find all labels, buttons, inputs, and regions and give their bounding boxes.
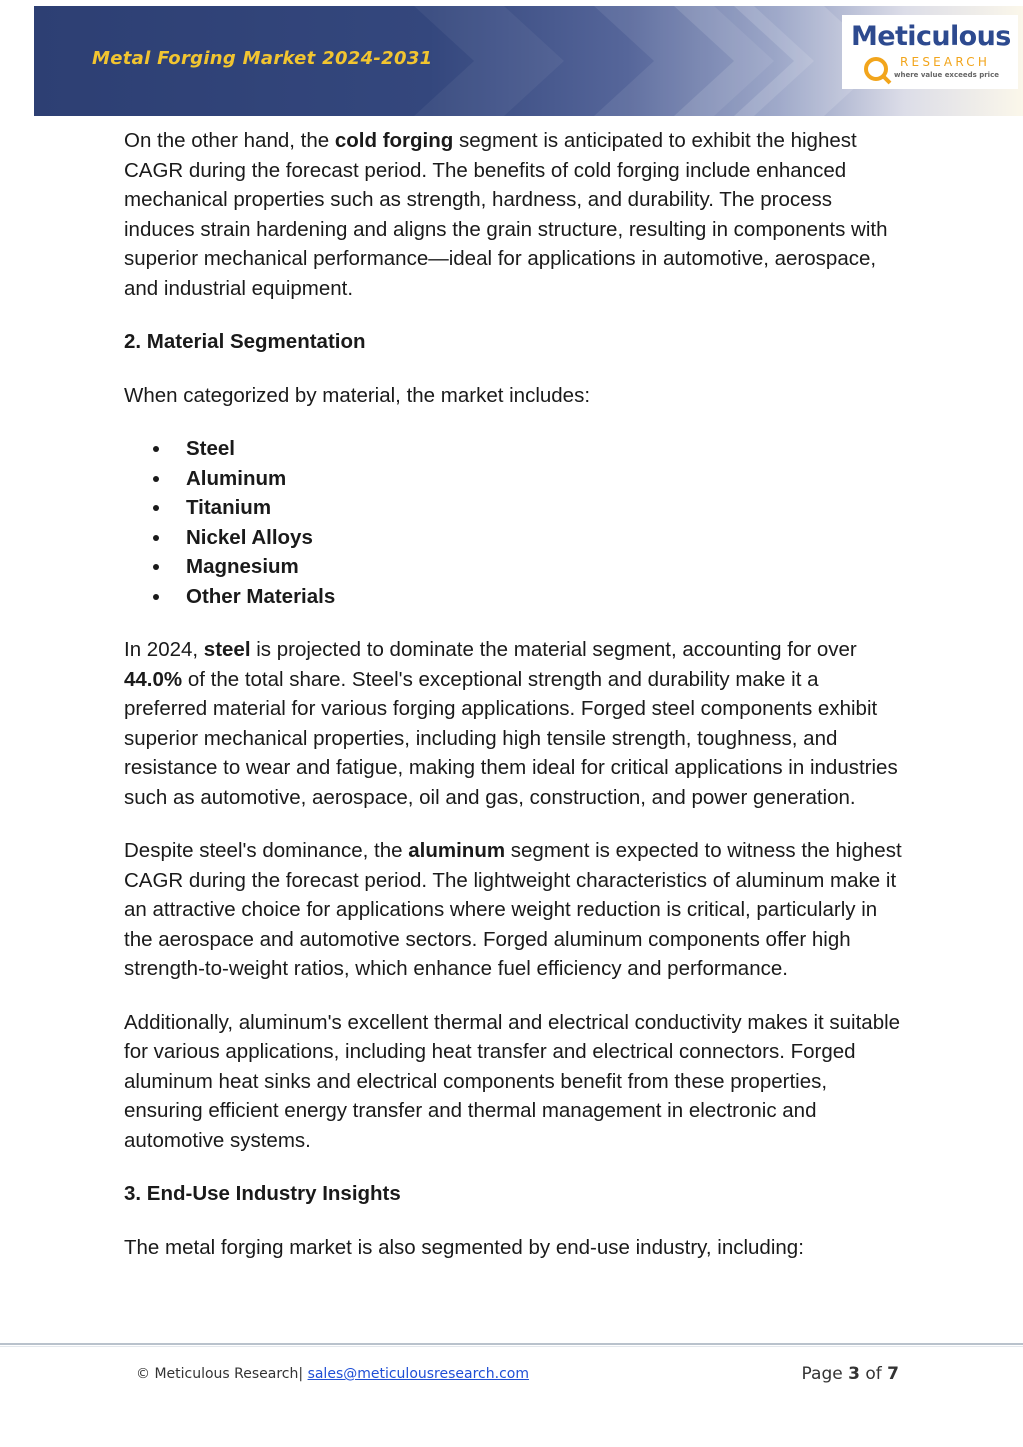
logo-tagline: where value exceeds price bbox=[894, 71, 999, 79]
list-item bbox=[186, 434, 904, 464]
bullet-icon bbox=[153, 594, 159, 600]
bullet-icon bbox=[153, 446, 159, 452]
list-item-label: Nickel Alloys bbox=[186, 525, 313, 549]
materials-list bbox=[124, 434, 904, 611]
text: On the other hand, the bbox=[124, 129, 335, 152]
page-label: Page bbox=[801, 1364, 849, 1384]
section-heading-material: 2. Material Segmentation bbox=[124, 330, 366, 353]
meticulous-logo bbox=[842, 15, 1018, 89]
bullet-icon bbox=[153, 505, 159, 511]
paragraph-aluminum bbox=[124, 836, 904, 984]
list-item bbox=[186, 523, 904, 553]
bold-term: steel bbox=[203, 638, 251, 661]
text: In 2024, bbox=[124, 638, 204, 661]
text: is projected to dominate the material segment, accounting for over bbox=[250, 638, 857, 661]
list-item bbox=[186, 552, 904, 582]
paragraph-cold-forging bbox=[124, 126, 904, 303]
list-item-label: Titanium bbox=[186, 496, 272, 519]
text: segment is expected to witness the highest CAGR during the forecast period. The lightweight characteristics of aluminum make it an attractive choice for applications where weight reduction is critical, particularly in the aerospace and automotive sectors. Forged aluminum components offer high strength-to-weight ratios, which enhance fuel efficiency and performance. bbox=[124, 839, 902, 980]
paragraph-conductivity: Additionally, aluminum's excellent thermal and electrical conductivity makes it suitable for various applications, including heat transfer and electrical connectors. Forged aluminum heat sinks and electrical components benefit from these properties, ensuring efficient energy transfer and thermal management in electronic and automotive systems. bbox=[124, 1010, 901, 1152]
current-page: 3 bbox=[848, 1364, 860, 1384]
total-pages: 7 bbox=[887, 1364, 899, 1384]
list-item-label: Aluminum bbox=[186, 466, 287, 490]
document-title: Metal Forging Market 2024-2031 bbox=[92, 48, 433, 69]
bold-term: cold forging bbox=[334, 129, 454, 152]
list-item bbox=[186, 582, 904, 612]
bullet-icon bbox=[153, 476, 159, 482]
paragraph-steel bbox=[124, 635, 904, 812]
copyright-text: © Meticulous Research| bbox=[136, 1366, 308, 1382]
bullet-icon bbox=[153, 535, 159, 541]
logo-subtitle: RESEARCH bbox=[900, 55, 991, 69]
bold-value: 44.0% bbox=[124, 667, 183, 691]
list-item-label: Other Materials bbox=[186, 584, 336, 608]
paragraph-material-intro: When categorized by material, the market includes: bbox=[124, 383, 591, 407]
list-item bbox=[186, 464, 904, 494]
page-number bbox=[802, 1364, 899, 1384]
section-heading-end-use: 3. End-Use Industry Insights bbox=[124, 1182, 401, 1205]
text: Despite steel's dominance, the bbox=[124, 839, 409, 862]
footer-divider-shadow bbox=[0, 1346, 1023, 1347]
list-item bbox=[186, 493, 904, 523]
footer-divider bbox=[0, 1343, 1023, 1345]
main-content bbox=[124, 126, 904, 1286]
footer-copyright bbox=[136, 1366, 529, 1382]
bold-term: aluminum bbox=[408, 839, 506, 862]
list-item-label: Steel bbox=[186, 437, 235, 460]
paragraph-end-use-intro: The metal forging market is also segmented by end-use industry, including: bbox=[124, 1235, 804, 1259]
text: segment is anticipated to exhibit the highest CAGR during the forecast period. The benefits of cold forging include enhanced mechanical properties such as strength, hardness, and durability. The process induces strain hardening and aligns the grain structure, resulting in components with superior mechanical performance—ideal for applications in automotive, aerospace, and industrial equipment. bbox=[124, 129, 888, 300]
bullet-icon bbox=[153, 564, 159, 570]
page-of-label: of bbox=[859, 1364, 888, 1384]
text: of the total share. Steel's exceptional strength and durability make it a preferred material for various forging applications. Forged steel components exhibit superior mechanical properties, including high tensile strength, toughness, and resistance to wear and fatigue, making them ideal for critical applications in industries such as automotive, aerospace, oil and gas, construction, and power generation. bbox=[124, 667, 898, 809]
logo-name: Meticulous bbox=[851, 21, 1011, 52]
list-item-label: Magnesium bbox=[186, 555, 299, 578]
header-banner bbox=[34, 6, 1023, 116]
email-link[interactable]: sales@meticulousresearch.com bbox=[307, 1366, 529, 1382]
